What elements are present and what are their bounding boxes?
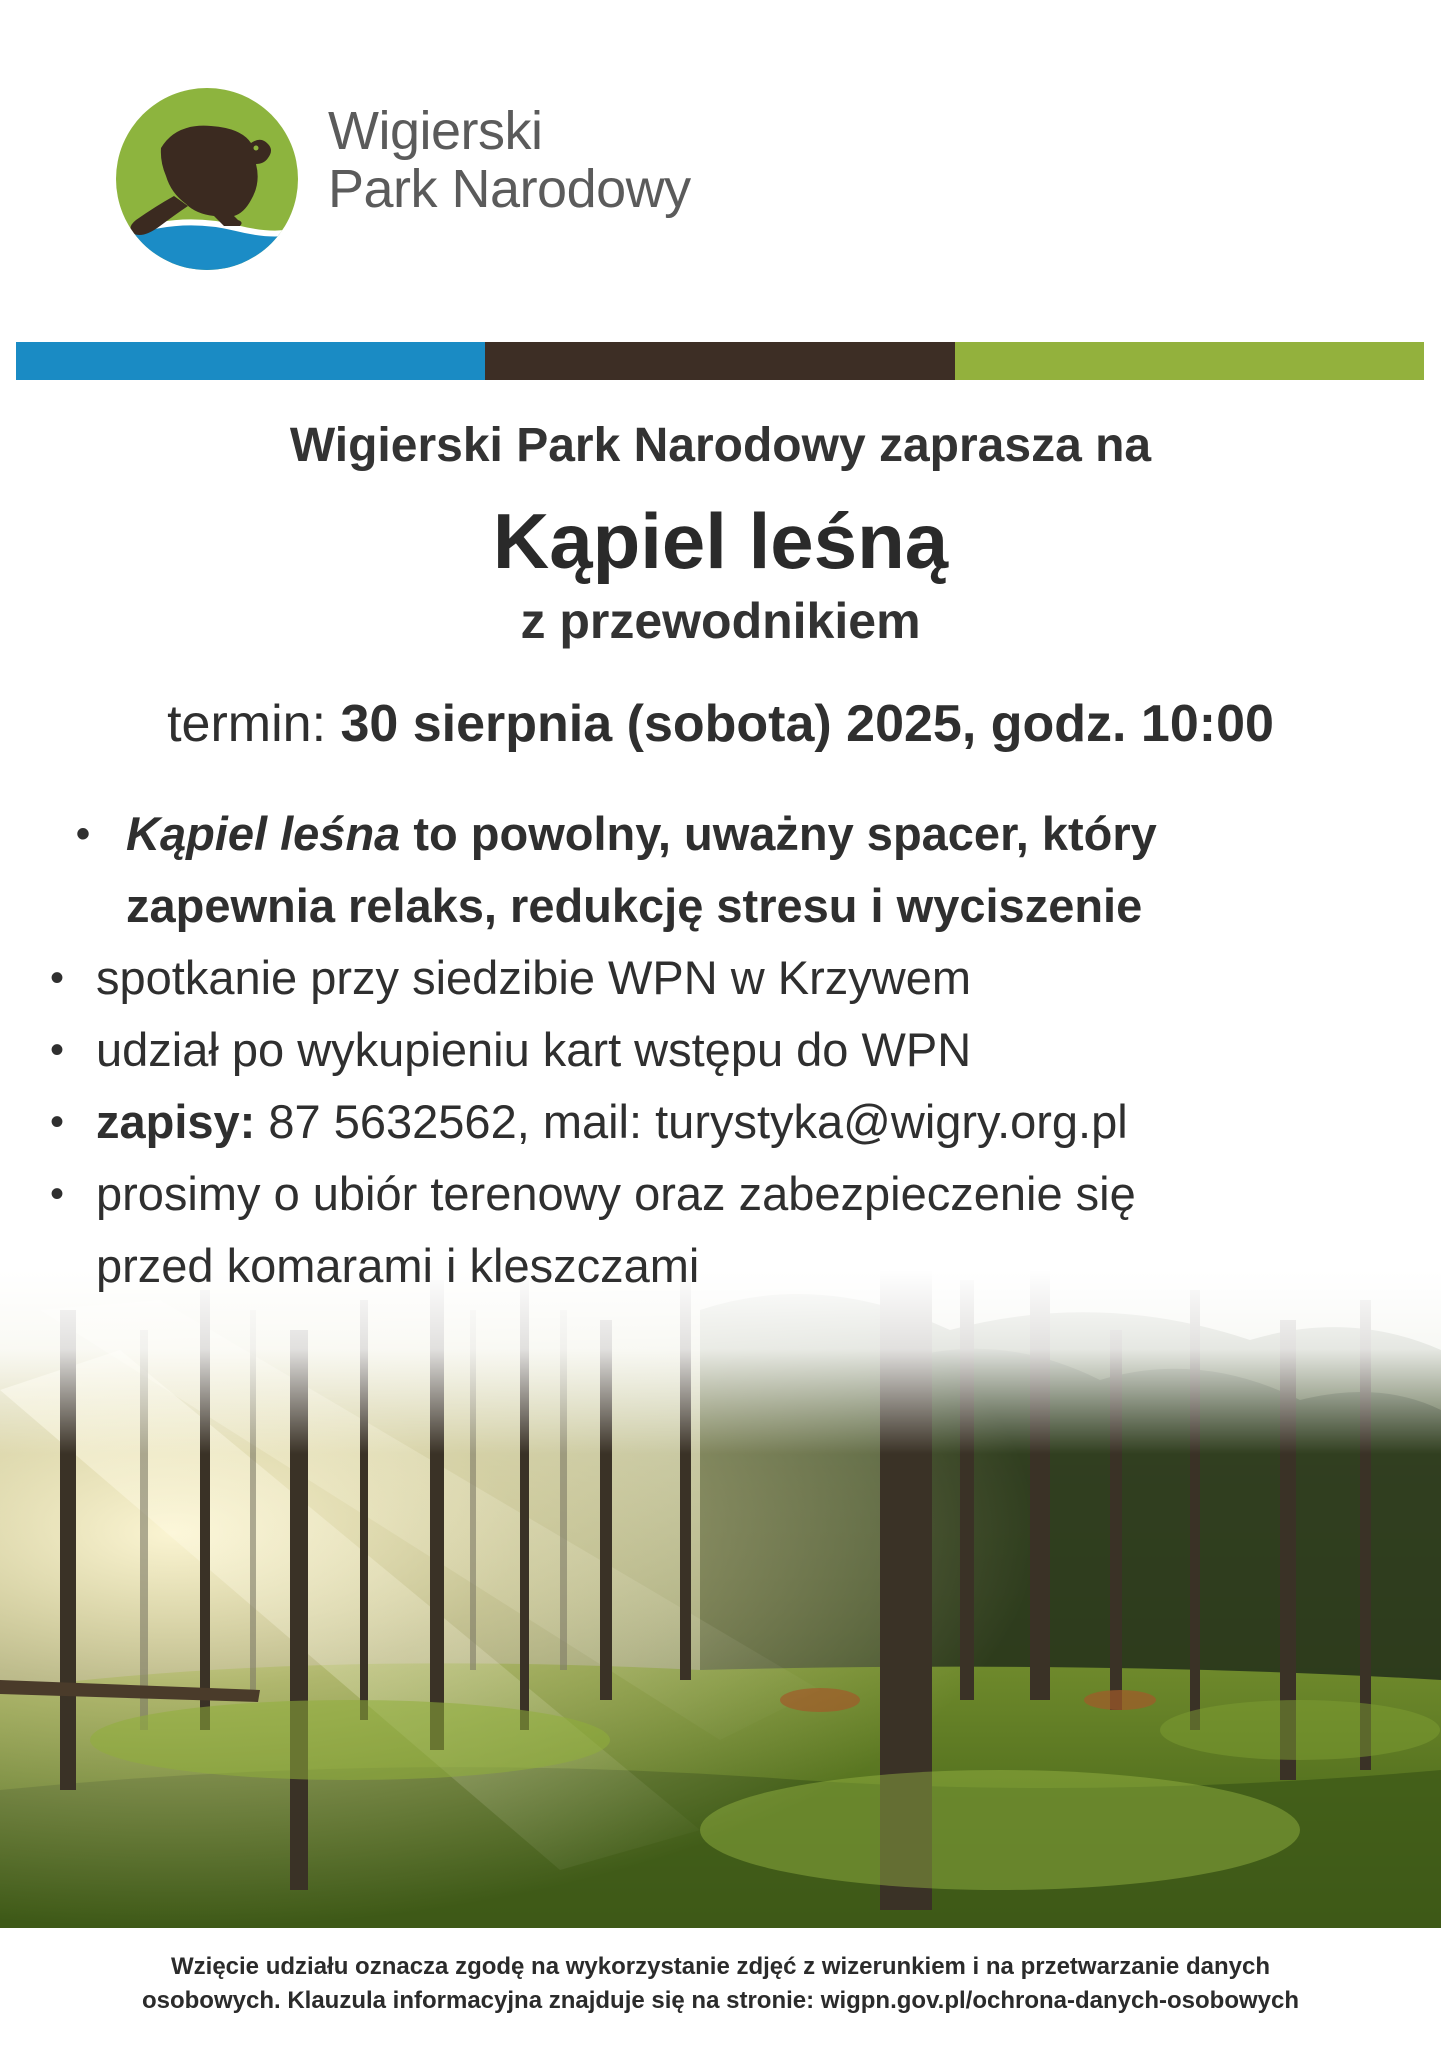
list-item-text: spotkanie przy siedzibie WPN w Krzywem [96,951,971,1004]
stripe-green [955,342,1424,380]
list-item-text: to powolny, uważny spacer, który [400,807,1157,860]
stripe-brown [485,342,954,380]
bullet-marker: • [50,956,65,1000]
list-item-text: przed komarami i kleszczami [96,1239,700,1292]
list-item-bold: zapisy: [96,1095,256,1148]
list-item-text: udział po wykupieniu kart wstępu do WPN [96,1023,972,1076]
bullet-marker: • [50,1028,65,1072]
logo-line-2: Park Narodowy [328,159,691,219]
list-item-text: 87 5632562, mail: turystyka@wigry.org.pl [255,1095,1128,1148]
footer-line-2: osobowych. Klauzula informacyjna znajduje się na stronie: wigpn.gov.pl/ochrona-danych-osobowych [141,1987,1300,2014]
list-item [50,1086,1410,1158]
invite-heading: Wigierski Park Narodowy zaprasza na [289,419,1152,472]
privacy-footer [0,1950,1441,2018]
list-item-text: zapewnia relaks, redukcję stresu i wyciszenie [126,879,1143,932]
event-date [0,694,1441,754]
info-list [50,798,1410,1302]
list-item [50,1158,1410,1302]
list-item [50,798,1410,942]
park-logo [116,88,836,272]
stripe-blue [16,342,485,380]
date-label: termin: [167,695,327,753]
forest-photo [0,1270,1441,1928]
list-item-text: prosimy o ubiór terenowy oraz zabezpieczenie się [96,1167,1136,1220]
color-stripe [16,342,1424,380]
logo-line-1: Wigierski [328,101,543,161]
footer-line-1: Wzięcie udziału oznacza zgodę na wykorzystanie zdjęć z wizerunkiem i na przetwarzanie danych [171,1953,1270,1980]
beaver-logo-icon [116,88,298,270]
list-item [50,942,1410,1014]
event-subtitle: z przewodnikiem [520,593,921,649]
bullet-marker: • [76,812,91,856]
list-item-italic: Kąpiel leśna [126,807,401,860]
bullet-marker: • [50,1172,65,1216]
bullet-marker: • [50,1100,65,1144]
date-value: 30 sierpnia (sobota) 2025, godz. 10:00 [340,695,1274,753]
event-title: Kąpiel leśną [492,497,949,585]
list-item [50,1014,1410,1086]
